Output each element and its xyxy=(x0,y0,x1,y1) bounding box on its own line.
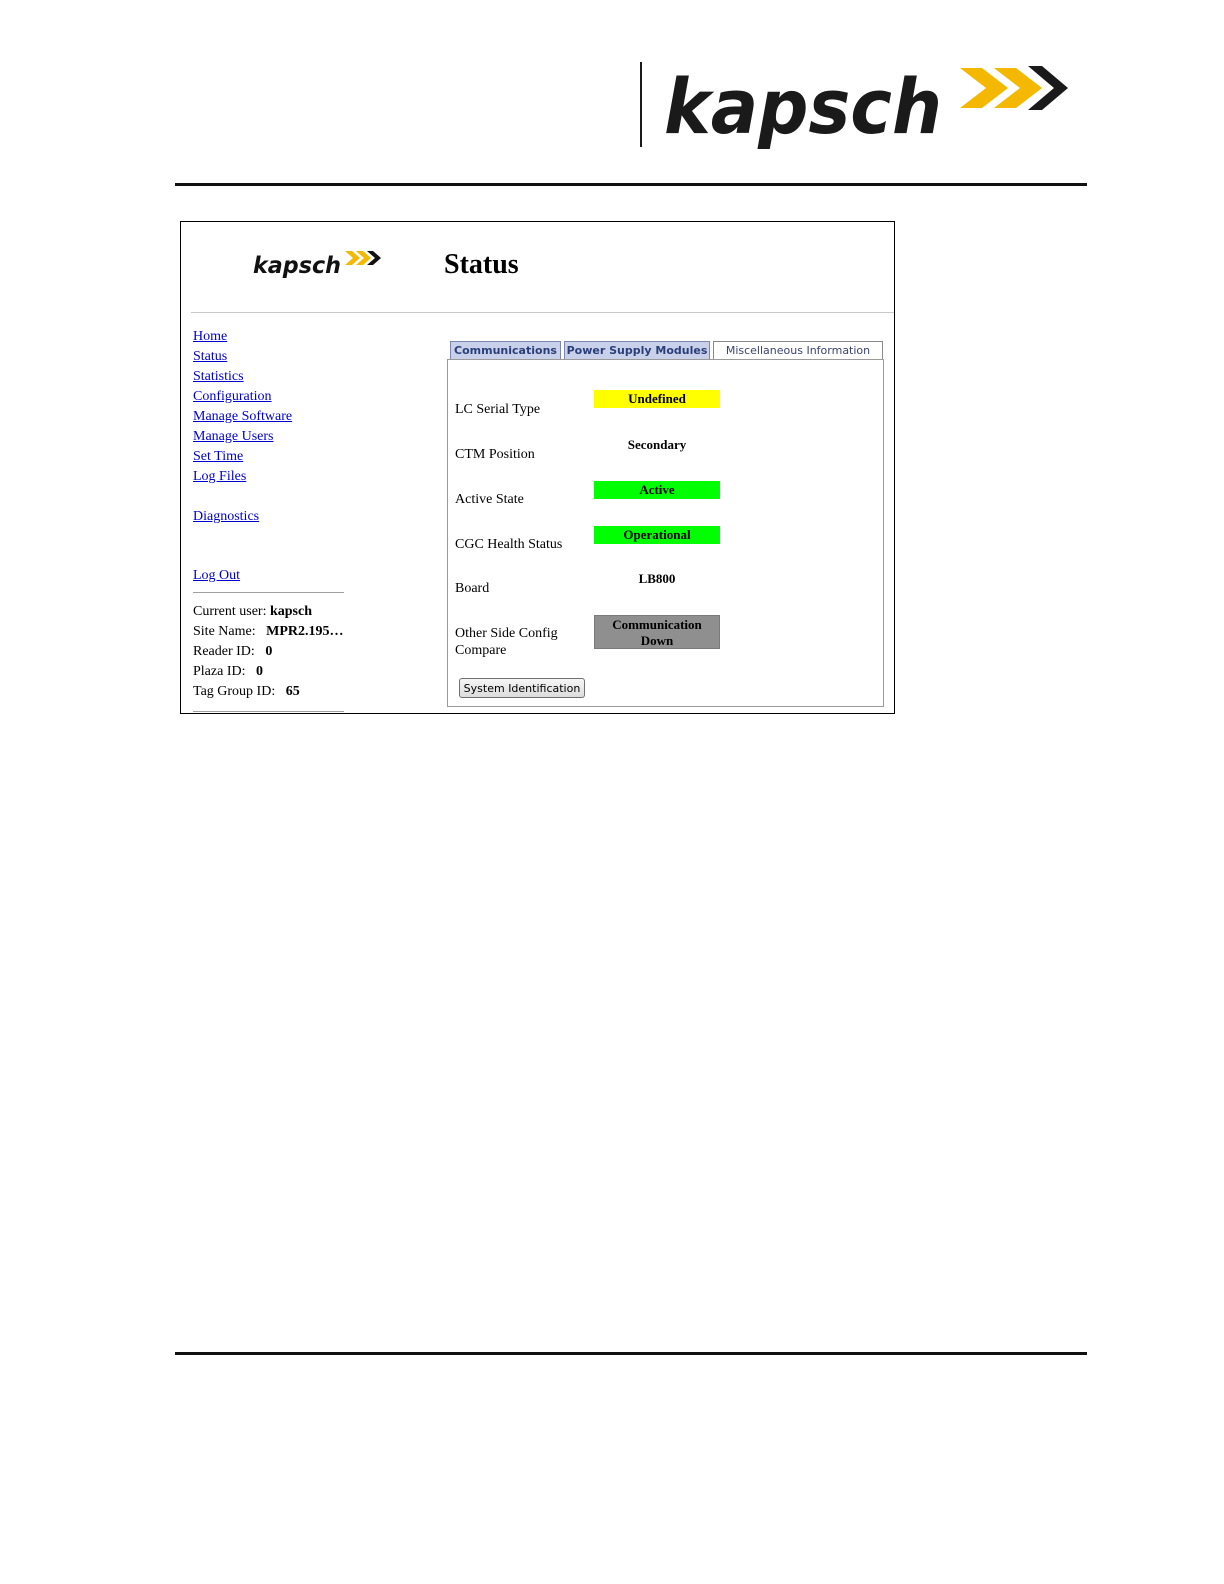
reader-id-row: Reader ID: 0 xyxy=(193,644,273,659)
cgc-health-status-badge: Operational xyxy=(594,526,720,544)
field-label: Board xyxy=(455,581,490,596)
footer-rule xyxy=(175,1352,1087,1355)
current-user-row: Current user: kapsch xyxy=(193,604,313,619)
session-info xyxy=(193,602,344,702)
plaza-id-row: Plaza ID: 0 xyxy=(193,664,263,679)
header-rule xyxy=(175,183,1087,186)
other-side-config-compare-badge: Communication Down xyxy=(594,615,720,649)
app-logo xyxy=(253,248,385,280)
field-label: CGC Health Status xyxy=(455,537,563,552)
page-title: Status xyxy=(444,249,519,280)
sidebar-divider xyxy=(193,592,344,593)
nav-spacer xyxy=(193,487,363,507)
board-value: LB800 xyxy=(638,571,676,586)
misc-info-panel xyxy=(447,359,884,707)
field-label: Active State xyxy=(455,492,524,507)
field-label: LC Serial Type xyxy=(455,402,541,417)
nav-manage-users-link[interactable]: Manage Users xyxy=(193,429,274,444)
nav-diagnostics-link[interactable]: Diagnostics xyxy=(193,509,260,524)
active-state-badge: Active xyxy=(594,481,720,499)
lc-serial-type-badge: Undefined xyxy=(594,390,720,408)
tab-power-supply-modules[interactable]: Power Supply Modules xyxy=(564,341,710,359)
title-divider xyxy=(191,312,894,313)
svg-text:kapsch: kapsch xyxy=(664,62,942,150)
nav-log-out-link[interactable]: Log Out xyxy=(193,568,241,583)
nav-set-time-link[interactable]: Set Time xyxy=(193,449,244,464)
field-label: CTM Position xyxy=(455,447,535,462)
system-identification-button[interactable]: System Identification xyxy=(459,678,585,698)
nav-statistics-link[interactable]: Statistics xyxy=(193,369,244,384)
reader-id-value: 0 xyxy=(265,644,273,659)
site-name-row: Site Name: MPR2.195… xyxy=(193,624,344,639)
tab-miscellaneous-information[interactable]: Miscellaneous Information xyxy=(713,341,883,361)
current-user-value: kapsch xyxy=(269,604,313,619)
nav-home-link[interactable]: Home xyxy=(193,329,228,344)
field-label: Other Side Config Compare xyxy=(455,626,558,658)
sidebar-divider xyxy=(193,711,344,712)
header-divider xyxy=(640,62,642,147)
site-name-value: MPR2.195… xyxy=(266,624,344,639)
ctm-position-value: Secondary xyxy=(627,437,687,452)
nav-configuration-link[interactable]: Configuration xyxy=(193,389,272,404)
tag-group-id-row: Tag Group ID: 65 xyxy=(193,684,300,699)
plaza-id-value: 0 xyxy=(255,664,263,679)
status-screenshot xyxy=(180,221,895,714)
svg-text:kapsch: kapsch xyxy=(253,253,341,279)
tab-communications[interactable]: Communications xyxy=(450,341,561,359)
nav-status-link[interactable]: Status xyxy=(193,349,228,364)
nav-spacer xyxy=(193,527,363,566)
nav-manage-software-link[interactable]: Manage Software xyxy=(193,409,293,424)
kapsch-logo xyxy=(664,58,1074,150)
tag-group-id-value: 65 xyxy=(285,684,300,699)
sidebar-nav xyxy=(193,327,363,586)
nav-log-files-link[interactable]: Log Files xyxy=(193,469,247,484)
